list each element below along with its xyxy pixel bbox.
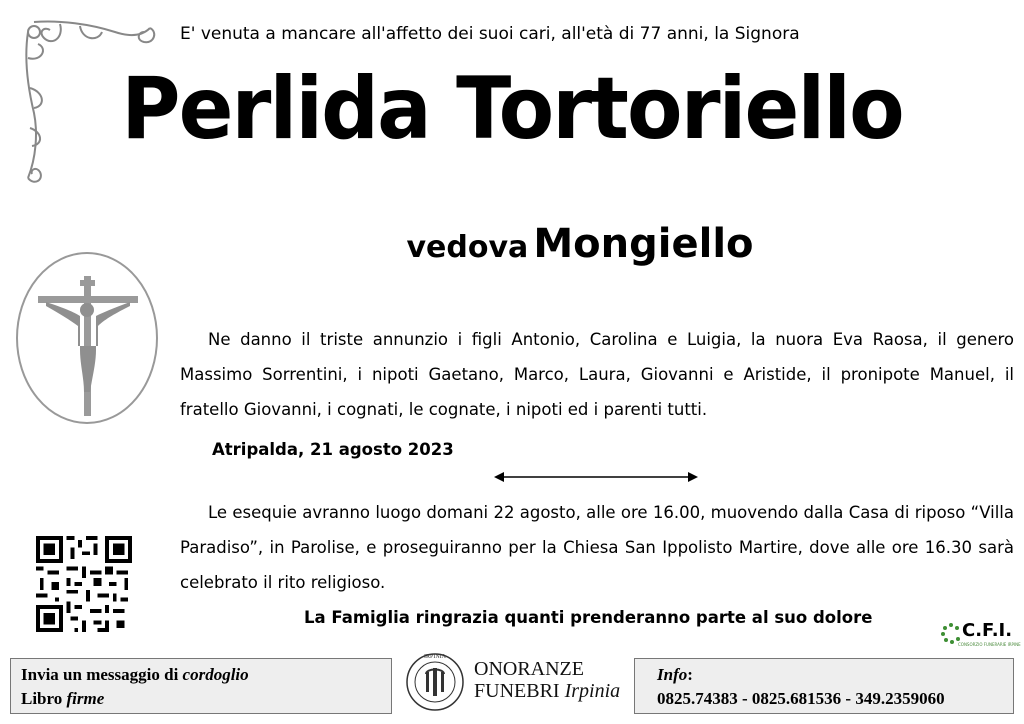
brand-line2-em: Irpinia <box>564 680 621 702</box>
deceased-name: Perlida Tortoriello <box>121 59 903 159</box>
condolence-prefix: Invia un messaggio di <box>21 665 179 684</box>
family-thanks: La Famiglia ringrazia quanti prenderanno parte al suo dolore <box>304 608 873 627</box>
funeral-home-brand <box>474 658 620 702</box>
cfi-label: C.F.I. <box>962 620 1013 641</box>
guestbook-prefix: Libro <box>21 689 63 708</box>
brand-line2-prefix: FUNEBRI <box>474 680 560 702</box>
brand-line2 <box>474 680 620 702</box>
announcement-paragraph: Ne danno il triste annunzio i figli Antonio, Carolina e Luigia, la nuora Eva Raosa, il genero Massimo Sorrentini, i nipoti Gaetano, Marco, Laura, Giovanni e Aristide, il pronipote Manuel, il fratello Giovanni, i cognati, le cognate, i nipoti ed i parenti tutti. <box>180 330 1014 419</box>
widow-surname: Mongiello <box>533 221 754 267</box>
guestbook-line[interactable] <box>21 687 381 711</box>
condolence-em: cordoglio <box>182 665 249 684</box>
crucifix-icon <box>14 250 160 426</box>
brand-line1: ONORANZE <box>474 658 584 680</box>
cfi-subtitle: CONSORZIO FUNERARIE IRPINE <box>958 642 1021 647</box>
funeral-home-logo-icon <box>404 648 466 714</box>
info-box <box>634 658 1014 714</box>
cfi-logo <box>940 618 1021 650</box>
funeral-paragraph: Le esequie avranno luogo domani 22 agosto, alle ore 16.00, muovendo dalla Casa di riposo “Villa Paradiso”, in Parolise, e proseguiranno per la Chiesa San Ippolisto Martire, dove alle ore 16.30 sarà celebrato il rito religioso. <box>180 503 1014 592</box>
logo-ring-text: IRPINIA <box>424 654 446 660</box>
info-colon: : <box>687 665 693 684</box>
condolence-box[interactable] <box>10 658 392 714</box>
guestbook-em: firme <box>66 689 105 708</box>
phone-numbers[interactable]: 0825.74383 - 0825.681536 - 349.2359060 <box>657 689 945 708</box>
intro-text: E' venuta a mancare all'affetto dei suoi cari, all'età di 77 anni, la Signora <box>180 24 800 44</box>
place-date: Atripalda, 21 agosto 2023 <box>212 440 454 459</box>
condolence-line[interactable] <box>21 663 381 687</box>
cfi-dots-icon <box>940 622 962 644</box>
widow-prefix: vedova <box>406 230 529 265</box>
info-label-line <box>657 663 1003 687</box>
double-arrow-icon <box>494 470 698 484</box>
qr-code-icon[interactable] <box>36 536 132 632</box>
info-label: Info <box>657 665 688 684</box>
